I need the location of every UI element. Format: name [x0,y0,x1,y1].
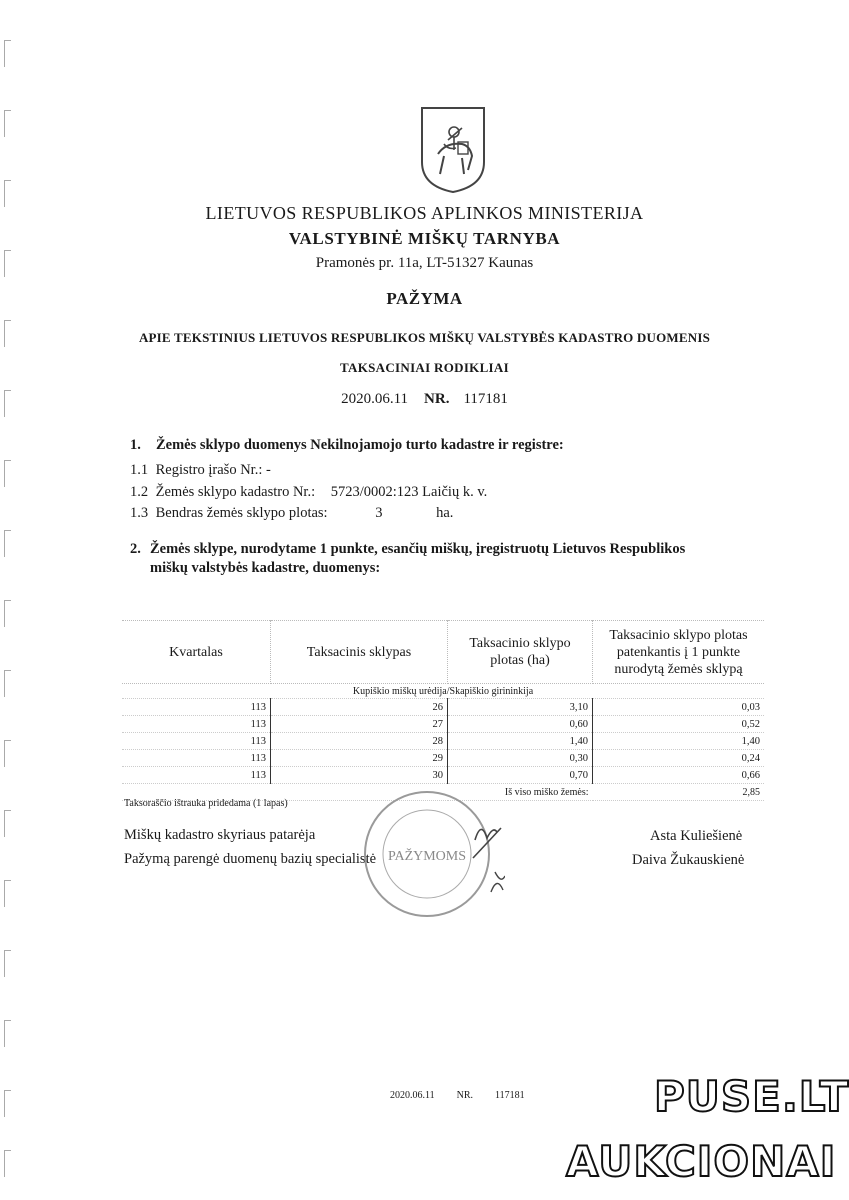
taxation-table [122,620,764,801]
signer-name: Asta Kuliešienė [650,828,743,844]
col-header-patenkantis: Taksacinio sklypo plotas patenkantis į 1 punkte nurodytą žemės sklypą [593,621,765,684]
cell-patenkantis: 0,66 [593,767,765,784]
cell-plotas: 1,40 [448,733,593,750]
cell-patenkantis: 0,24 [593,750,765,767]
table-row [122,750,764,767]
section-item [130,505,453,522]
item-label: Žemės sklypo kadastro Nr.: [155,484,316,500]
agency-address: Pramonės pr. 11a, LT-51327 Kaunas [315,255,534,271]
ministry-name: LIETUVOS RESPUBLIKOS APLINKOS MINISTERIJA [205,203,644,223]
official-stamp [355,780,505,930]
watermark-line-1: PUSE.LT [654,1072,849,1121]
section-2-number: 2. [130,541,141,557]
cell-kvartalas: 113 [122,750,271,767]
item-label: Registro įrašo Nr.: [155,462,263,478]
footer-date: 2020.06.11 [390,1090,435,1101]
table-row [122,716,764,733]
document-nr: 117181 [463,391,508,407]
cell-plotas: 0,70 [448,767,593,784]
item-number: 1.3 [130,505,149,521]
cell-plotas: 0,30 [448,750,593,767]
col-header-sklypas: Taksacinis sklypas [271,621,448,684]
col-header-kvartalas: Kvartalas [122,621,271,684]
section-item [130,484,487,501]
section-1-heading [130,437,564,454]
table-row [122,733,764,750]
group-label: Kupiškio miškų urėdija/Skapiškio girininkija [122,684,764,699]
table-header-row [122,621,764,684]
total-value: 2,85 [593,784,765,801]
cell-kvartalas: 113 [122,767,271,784]
cell-sklypas: 29 [271,750,448,767]
cell-patenkantis: 0,52 [593,716,765,733]
cell-patenkantis: 0,03 [593,699,765,716]
document-subtitle: APIE TEKSTINIUS LIETUVOS RESPUBLIKOS MIŠKŲ VALSTYBĖS KADASTRO DUOMENIS [138,330,711,345]
agency-name: VALSTYBINĖ MIŠKŲ TARNYBA [288,229,561,248]
section-2-heading [130,540,750,578]
document-subtitle-2: TAKSACINIAI RODIKLIAI [340,360,509,375]
cell-kvartalas: 113 [122,733,271,750]
coat-of-arms-icon [418,104,488,196]
cell-kvartalas: 113 [122,716,271,733]
document-dateline [0,391,849,408]
total-label: Iš viso miško žemės: [122,784,593,801]
col-header-plotas: Taksacinio sklypo plotas (ha) [448,621,593,684]
cell-sklypas: 30 [271,767,448,784]
footer-nr: 117181 [495,1090,525,1101]
attachment-note: Taksoraščio ištrauka pridedama (1 lapas) [124,798,288,809]
table-group-row [122,684,764,699]
preparer-name: Daiva Žukauskienė [632,852,745,868]
cell-sklypas: 26 [271,699,448,716]
item-unit: ha. [436,505,454,521]
document-title: PAŽYMA [386,289,463,308]
footer-dateline [390,1090,547,1101]
section-1-number: 1. [130,437,141,453]
cell-kvartalas: 113 [122,699,271,716]
table-row [122,699,764,716]
item-value: 5723/0002:123 Laičių k. v. [330,484,488,500]
section-1-title: Žemės sklypo duomenys Nekilnojamojo turto kadastre ir registre: [156,437,564,453]
signer-role: Miškų kadastro skyriaus patarėja [124,827,316,843]
stamp-text: PAŽYMOMS [387,849,467,864]
cell-plotas: 0,60 [448,716,593,733]
item-value: 3 [375,505,383,521]
document-date: 2020.06.11 [341,391,409,407]
cell-plotas: 3,10 [448,699,593,716]
section-2-title-line1: Žemės sklype, nurodytame 1 punkte, esančių miškų, įregistruotų Lietuvos Respublikos [150,541,686,557]
cell-sklypas: 28 [271,733,448,750]
section-2-title-line2: miškų valstybės kadastre, duomenys: [150,560,381,576]
cell-sklypas: 27 [271,716,448,733]
cell-patenkantis: 1,40 [593,733,765,750]
watermark-line-2: AUKCIONAI [566,1137,837,1186]
item-label: Bendras žemės sklypo plotas: [155,505,328,521]
item-number: 1.2 [130,484,149,500]
document-nr-label: NR. [424,391,450,407]
preparer-role: Pažymą parengė duomenų bazių specialistė [124,851,377,867]
footer-nr-label: NR. [456,1090,474,1101]
item-value: - [265,462,271,478]
section-item [130,462,271,479]
item-number: 1.1 [130,462,149,478]
